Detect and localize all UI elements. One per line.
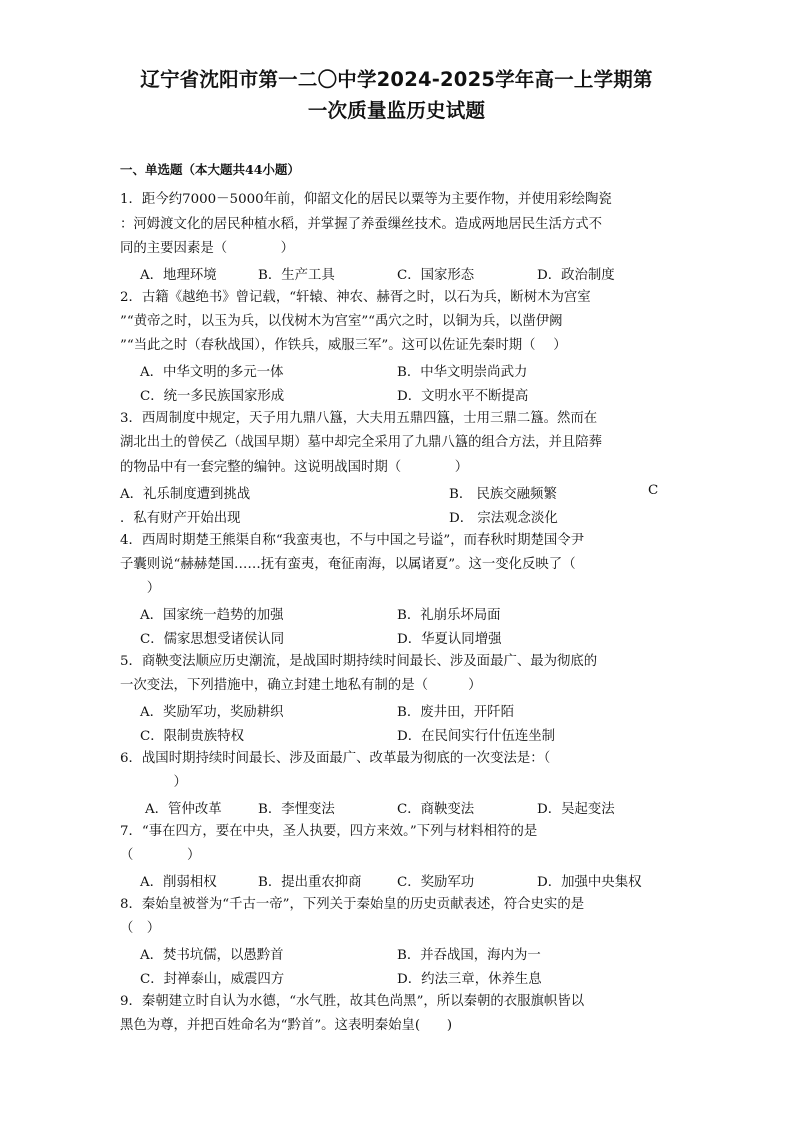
question-7-option-d[interactable]: D．加强中央集权 <box>537 875 642 890</box>
title-line-2: 一次质量监历史试题 <box>307 99 486 122</box>
question-2-option-a[interactable]: A．中华文明的多元一体 <box>140 365 284 380</box>
question-2-option-d[interactable]: D．文明水平不断提高 <box>397 389 529 404</box>
question-1-line-3: 同的主要因素是（ ） <box>120 241 295 256</box>
question-1-option-b[interactable]: B．生产工具 <box>258 268 335 283</box>
question-4-line-1: 4．西周时期楚王熊渠自称“我蛮夷也，不与中国之号谥”，而春秋时期楚国令尹 <box>120 533 585 548</box>
question-2-option-b[interactable]: B．中华文明崇尚武力 <box>397 365 528 380</box>
question-7-option-b[interactable]: B．提出重农抑商 <box>258 875 362 890</box>
question-8-line-2: （ ） <box>120 921 161 936</box>
question-6-line-1: 6．战国时期持续时间最长、涉及面最广、改革最为彻底的一次变法是：（ <box>120 751 551 766</box>
question-6-option-a[interactable]: A．管仲改革 <box>145 802 222 817</box>
question-3-option-c-text[interactable]: ．私有财产开始出现 <box>120 511 241 526</box>
question-7-line-2: （ ） <box>120 848 201 863</box>
question-5-line-2: 一次变法，下列措施中，确立封建土地私有制的是（ ） <box>120 678 482 693</box>
question-2-line-2: ”“黄帝之时，以玉为兵，以伐树木为宫室”“禹穴之时，以铜为兵，以凿伊阙 <box>120 314 563 329</box>
question-7-option-c[interactable]: C．奖励军功 <box>397 875 475 890</box>
question-4-option-d[interactable]: D．华夏认同增强 <box>397 632 502 647</box>
title-line-1: 辽宁省沈阳市第一二〇中学2024-2025学年高一上学期第 <box>140 68 653 91</box>
question-3-line-2: 湖北出土的曾侯乙（战国早期）墓中却完全采用了九鼎八簋的组合方法，并且陪葬 <box>120 435 603 450</box>
question-2-option-c[interactable]: C．统一多民族国家形成 <box>140 389 285 404</box>
question-8-option-d[interactable]: D．约法三章，休养生息 <box>397 972 542 987</box>
question-3-line-3: 的物品中有一套完整的编钟。这说明战国时期（ ） <box>120 460 469 475</box>
section-heading: 一、单选题（本大题共44小题） <box>120 162 300 177</box>
question-6-option-c[interactable]: C．商鞅变法 <box>397 802 475 817</box>
question-5-line-1: 5．商鞅变法顺应历史潮流，是战国时期持续时间最长、涉及面最广、最为彻底的 <box>120 654 598 669</box>
question-5-option-a[interactable]: A．奖励军功，奖励耕织 <box>140 705 284 720</box>
question-6-line-2: ） <box>120 775 187 790</box>
question-4-line-2: 子囊则说“赫赫楚国……抚有蛮夷，奄征南海，以属诸夏”。这一变化反映了（ <box>120 557 576 572</box>
question-9-line-2: 黑色为尊，并把百姓命名为“黔首”。这表明秦始皇( ) <box>120 1018 453 1033</box>
question-5-option-d[interactable]: D．在民间实行什伍连坐制 <box>397 729 556 744</box>
question-6-option-b[interactable]: B．李悝变法 <box>258 802 335 817</box>
question-8-option-a[interactable]: A．焚书坑儒，以愚黔首 <box>140 948 284 963</box>
page-title <box>100 64 693 126</box>
question-9-line-1: 9．秦朝建立时自认为水德，“水气胜，故其色尚黑”，所以秦朝的衣服旗帜皆以 <box>120 994 585 1009</box>
question-8-option-c[interactable]: C．封禅泰山，威震四方 <box>140 972 285 987</box>
question-1-option-c[interactable]: C．国家形态 <box>397 268 475 283</box>
question-2-line-3: ”“当此之时（春秋战国），作铁兵，威服三军”。这可以佐证先秦时期（ ） <box>120 338 567 353</box>
question-1-line-1: 1．距今约7000－5000年前，仰韶文化的居民以粟等为主要作物，并使用彩绘陶瓷 <box>120 192 612 207</box>
question-3-option-d[interactable]: D． 宗法观念淡化 <box>449 511 558 526</box>
question-7-line-1: 7．“事在四方，要在中央，圣人执要，四方来效。”下列与材料相符的是 <box>120 824 538 839</box>
question-3-option-a[interactable]: A．礼乐制度遭到挑战 <box>120 487 251 502</box>
question-4-line-3: ） <box>120 581 161 596</box>
question-3-option-b[interactable]: B． 民族交融频繁 <box>449 487 557 502</box>
question-2-line-1: 2．古籍《越绝书》曾记载，“轩辕、神农、赫胥之时，以石为兵，断树木为宫室 <box>120 290 591 305</box>
question-5-option-c[interactable]: C．限制贵族特权 <box>140 729 244 744</box>
question-8-option-b[interactable]: B．并吞战国，海内为一 <box>397 948 541 963</box>
question-4-option-a[interactable]: A．国家统一趋势的加强 <box>140 608 284 623</box>
question-1-option-d[interactable]: D．政治制度 <box>537 268 615 283</box>
question-4-option-b[interactable]: B．礼崩乐坏局面 <box>397 608 501 623</box>
question-3-line-1: 3．西周制度中规定，天子用九鼎八簋，大夫用五鼎四簋，士用三鼎二簋。然而在 <box>120 411 598 426</box>
question-8-line-1: 8．秦始皇被誉为“千古一帝”，下列关于秦始皇的历史贡献表述，符合史实的是 <box>120 897 585 912</box>
question-3-option-c-letter[interactable]: C <box>648 483 659 498</box>
question-4-option-c[interactable]: C．儒家思想受诸侯认同 <box>140 632 285 647</box>
question-1-line-2: ：河姆渡文化的居民种植水稻，并掌握了养蚕缫丝技术。造成两地居民生活方式不 <box>120 217 603 232</box>
question-7-option-a[interactable]: A．削弱相权 <box>140 875 217 890</box>
question-6-option-d[interactable]: D．吴起变法 <box>537 802 615 817</box>
question-1-option-a[interactable]: A．地理环境 <box>140 268 217 283</box>
question-5-option-b[interactable]: B．废井田，开阡陌 <box>397 705 514 720</box>
